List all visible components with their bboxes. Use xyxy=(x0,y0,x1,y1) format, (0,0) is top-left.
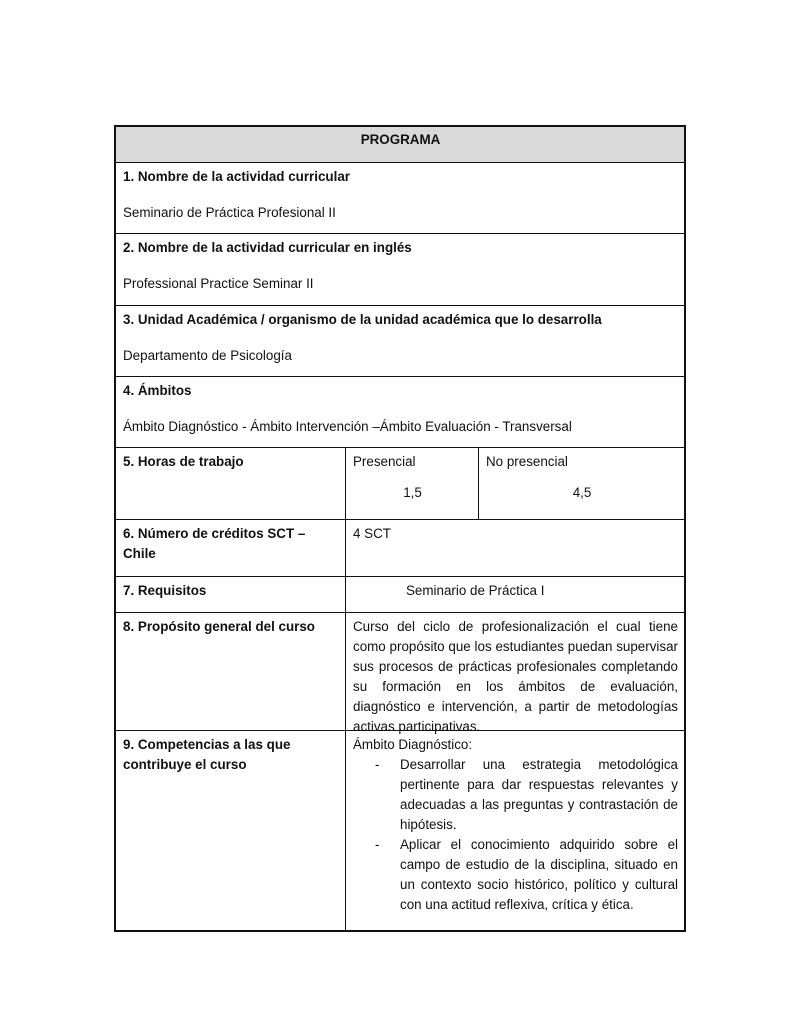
section-7-row xyxy=(116,576,684,612)
competencies-list xyxy=(353,755,678,915)
presencial-value: 1,5 xyxy=(403,485,422,500)
table-header xyxy=(116,127,684,162)
presencial-cell xyxy=(345,448,478,519)
section-4-row xyxy=(116,376,684,447)
section-5-label: 5. Horas de trabajo xyxy=(123,454,244,469)
section-3-label: 3. Unidad Académica / organismo de la unidad académica que lo desarrolla xyxy=(123,312,602,327)
section-3-row xyxy=(116,305,684,376)
section-5-row xyxy=(116,447,684,519)
section-8-value: Curso del ciclo de profesionalización el cual tiene como propósito que los estudiantes puedan supervisar sus procesos de prácticas profesionales completando su formación en los ámbitos de evaluación, diagnóstico e intervención, a partir de metodologías activas participativas. xyxy=(345,613,684,730)
section-2-value: Professional Practice Seminar II xyxy=(123,276,314,291)
section-6-label: 6. Número de créditos SCT – Chile xyxy=(123,526,306,561)
section-9-content xyxy=(345,731,684,930)
section-8-row xyxy=(116,612,684,734)
section-6-value: 4 SCT xyxy=(345,520,684,576)
section-9-subheading: Ámbito Diagnóstico: xyxy=(353,737,473,752)
section-2-label: 2. Nombre de la actividad curricular en inglés xyxy=(123,240,412,255)
section-9-label: 9. Competencias a las que contribuye el curso xyxy=(123,737,291,772)
no-presencial-cell xyxy=(478,448,684,519)
no-presencial-label: No presencial xyxy=(486,454,568,469)
list-item: - Aplicar el conocimiento adquirido sobre el campo de estudio de la disciplina, situado en un contexto socio histórico, político y cultural con una actitud reflexiva, crítica y ética. xyxy=(375,835,678,915)
section-2-row xyxy=(116,233,684,305)
section-1-value: Seminario de Práctica Profesional II xyxy=(123,205,336,220)
list-item: - Desarrollar una estrategia metodológica pertinente para dar respuestas relevantes y adecuadas a las preguntas y contrastación de hipótesis. xyxy=(375,755,678,835)
program-table xyxy=(114,125,686,932)
section-6-row xyxy=(116,519,684,576)
section-3-value: Departamento de Psicología xyxy=(123,348,292,363)
no-presencial-value: 4,5 xyxy=(572,485,592,500)
presencial-label: Presencial xyxy=(353,454,416,469)
section-7-label: 7. Requisitos xyxy=(123,583,207,598)
section-1-label: 1. Nombre de la actividad curricular xyxy=(123,169,350,184)
section-1-row xyxy=(116,162,684,233)
section-4-value: Ámbito Diagnóstico - Ámbito Intervención –Ámbito Evaluación - Transversal xyxy=(123,419,572,434)
section-9-row xyxy=(116,730,684,930)
section-4-label: 4. Ámbitos xyxy=(123,383,192,398)
section-7-value: Seminario de Práctica I xyxy=(345,577,684,612)
page-title: PROGRAMA xyxy=(360,132,441,147)
section-8-label: 8. Propósito general del curso xyxy=(123,619,315,634)
